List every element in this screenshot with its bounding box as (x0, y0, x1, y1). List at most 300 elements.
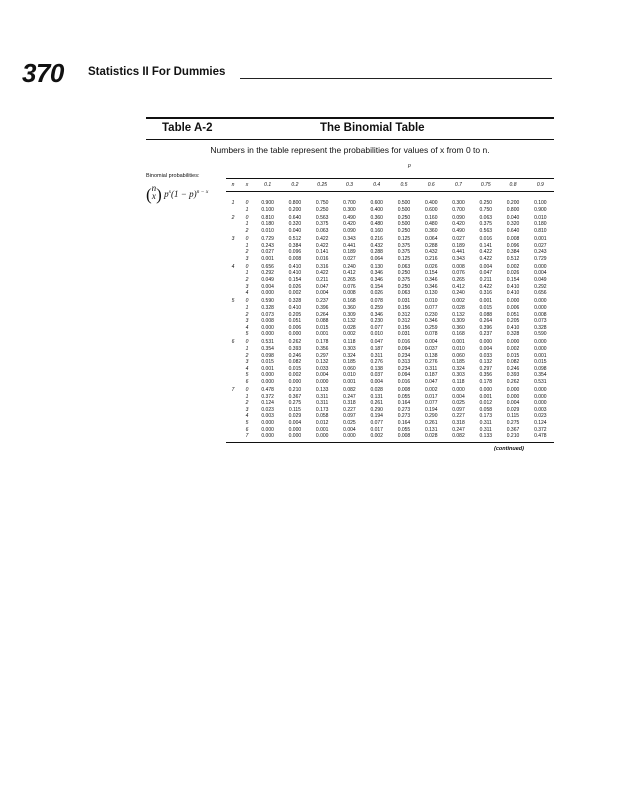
probability-cell: 0.164 (397, 420, 411, 426)
probability-cell: 0.015 (506, 352, 520, 359)
n-cell (226, 207, 240, 214)
probability-cell: 0.001 (343, 378, 356, 385)
column-header-x: x (240, 179, 254, 192)
probability-cell: 0.004 (315, 290, 329, 297)
probability-cell: 0.264 (479, 318, 493, 325)
probability-cell: 0.180 (261, 221, 274, 228)
probability-cell: 0.200 (506, 200, 520, 206)
table-title: The Binomial Table (320, 122, 425, 134)
probability-cell: 0.000 (506, 387, 520, 394)
x-cell: 0 (245, 263, 249, 270)
table-row (226, 433, 554, 440)
probability-cell: 0.000 (288, 433, 302, 440)
probability-cell: 0.316 (315, 263, 329, 270)
probability-cell: 0.500 (397, 206, 411, 213)
n-cell (226, 249, 240, 256)
probability-cell: 0.010 (343, 372, 356, 379)
n-cell (226, 433, 240, 440)
probability-cell: 0.320 (288, 221, 302, 228)
probability-cell: 0.420 (452, 221, 465, 228)
probability-cell: 0.004 (424, 339, 438, 346)
probability-cell: 0.422 (315, 270, 329, 277)
probability-cell: 0.015 (261, 359, 274, 366)
table-row (226, 427, 554, 434)
probability-cell: 0.275 (506, 420, 520, 426)
probability-cell: 0.100 (534, 200, 547, 206)
probability-cell: 0.033 (315, 365, 329, 372)
table-row (226, 400, 554, 407)
probability-cell: 0.082 (506, 359, 520, 366)
probability-cell: 0.000 (506, 298, 520, 305)
table-label: Table A-2 (162, 122, 213, 134)
probability-cell: 0.051 (506, 311, 520, 318)
n-cell: 1 (231, 200, 235, 206)
n-cell: 5 (231, 298, 235, 305)
probability-cell: 0.000 (534, 393, 547, 400)
probability-cell: 0.393 (506, 372, 520, 379)
n-cell (226, 413, 240, 420)
probability-cell: 0.138 (424, 352, 438, 359)
probability-cell: 0.004 (479, 345, 493, 352)
probability-cell: 0.124 (261, 400, 274, 407)
probability-cell: 0.078 (370, 298, 383, 305)
probability-cell: 0.141 (315, 249, 329, 256)
probability-cell: 0.033 (479, 352, 493, 359)
probability-cell: 0.216 (370, 235, 383, 242)
probability-cell: 0.216 (424, 255, 438, 262)
probability-cell: 0.750 (315, 200, 329, 206)
probability-cell: 0.189 (343, 249, 356, 256)
probability-cell: 0.133 (315, 387, 329, 394)
probability-cell: 0.290 (424, 413, 438, 420)
probability-cell: 0.422 (315, 235, 329, 242)
probability-cell: 0.130 (424, 290, 438, 297)
x-cell: 4 (245, 290, 249, 297)
probability-cell: 0.001 (261, 365, 274, 372)
table-row (226, 379, 554, 386)
column-header-p: 0.3 (336, 179, 363, 192)
probability-cell: 0.027 (534, 242, 547, 249)
probability-cell: 0.189 (452, 242, 465, 249)
probability-cell: 0.037 (424, 345, 438, 352)
n-cell (226, 331, 240, 338)
n-cell: 6 (231, 339, 235, 346)
table-title-bar (146, 117, 554, 140)
probability-cell: 0.004 (261, 283, 274, 290)
probability-cell: 0.187 (370, 345, 383, 352)
probability-cell: 0.026 (288, 283, 302, 290)
probability-cell: 0.002 (506, 263, 520, 270)
probability-cell: 0.512 (506, 255, 520, 262)
n-cell (226, 359, 240, 366)
probability-cell: 0.250 (397, 227, 411, 234)
n-cell (226, 243, 240, 250)
probability-cell: 0.396 (315, 304, 329, 311)
x-cell: 0 (245, 200, 249, 206)
probability-cell: 0.375 (315, 221, 329, 228)
probability-cell: 0.000 (534, 400, 547, 407)
probability-cell: 0.027 (452, 235, 465, 242)
n-cell (226, 400, 240, 407)
x-cell: 6 (245, 378, 249, 385)
table-header-row (226, 179, 554, 192)
probability-cell: 0.055 (397, 426, 411, 433)
probability-cell: 0.275 (288, 400, 302, 407)
table-row (226, 256, 554, 263)
x-cell: 3 (245, 406, 249, 413)
probability-cell: 0.004 (315, 372, 329, 379)
probability-cell: 0.490 (452, 227, 465, 234)
probability-cell: 0.003 (534, 406, 547, 413)
n-cell (226, 228, 240, 235)
probability-cell: 0.047 (479, 270, 493, 277)
n-cell: 3 (231, 235, 235, 242)
probability-cell: 0.077 (370, 420, 383, 426)
probability-cell: 0.288 (424, 242, 438, 249)
probability-cell: 0.010 (261, 227, 274, 234)
probability-cell: 0.531 (534, 378, 547, 385)
probability-cell: 0.328 (534, 324, 547, 331)
probability-cell: 0.094 (397, 345, 411, 352)
n-cell (226, 305, 240, 312)
probability-cell: 0.234 (397, 365, 411, 372)
probability-cell: 0.008 (397, 433, 411, 440)
probability-cell: 0.004 (288, 420, 302, 426)
probability-cell: 0.178 (479, 378, 493, 385)
probability-cell: 0.312 (397, 311, 411, 318)
n-cell (226, 407, 240, 414)
probability-cell: 0.200 (288, 206, 302, 213)
probability-cell: 0.590 (534, 331, 547, 338)
probability-cell: 0.243 (534, 249, 547, 256)
probability-cell: 0.097 (452, 406, 465, 413)
probability-cell: 0.240 (452, 290, 465, 297)
probability-cell: 0.002 (288, 372, 302, 379)
probability-cell: 0.354 (534, 372, 547, 379)
probability-cell: 0.311 (479, 420, 492, 426)
x-cell: 0 (245, 339, 249, 346)
probability-cell: 0.432 (424, 249, 438, 256)
probability-cell: 0.077 (424, 400, 438, 407)
probability-cell: 0.016 (397, 378, 411, 385)
probability-cell: 0.130 (370, 263, 383, 270)
probability-cell: 0.173 (315, 406, 329, 413)
probability-cell: 0.008 (452, 263, 465, 270)
probability-cell: 0.025 (452, 400, 465, 407)
probability-cell: 0.384 (506, 249, 520, 256)
probability-cell: 0.194 (370, 413, 383, 420)
probability-cell: 0.047 (315, 283, 329, 290)
probability-cell: 0.010 (452, 345, 465, 352)
probability-cell: 0.160 (370, 227, 383, 234)
probability-cell: 0.154 (424, 270, 438, 277)
probability-cell: 0.098 (534, 365, 547, 372)
probability-cell: 0.311 (316, 400, 329, 407)
probability-cell: 0.125 (397, 255, 411, 262)
probability-cell: 0.063 (397, 263, 411, 270)
probability-cell: 0.303 (343, 345, 356, 352)
probability-cell: 0.125 (397, 235, 411, 242)
probability-cell: 0.324 (452, 365, 465, 372)
n-cell (226, 325, 240, 332)
probability-cell: 0.205 (506, 318, 520, 325)
probability-cell: 0.490 (343, 214, 356, 221)
probability-cell: 0.237 (479, 331, 493, 338)
n-cell (226, 372, 240, 379)
x-cell: 5 (245, 331, 249, 338)
probability-cell: 0.600 (370, 200, 383, 206)
table-row (226, 228, 554, 235)
probability-cell: 0.000 (506, 393, 520, 400)
probability-cell: 0.131 (370, 393, 383, 400)
probability-cell: 0.230 (370, 318, 383, 325)
probability-cell: 0.311 (479, 426, 492, 433)
probability-cell: 0.004 (343, 426, 356, 433)
probability-cell: 0.000 (288, 426, 302, 433)
probability-cell: 0.328 (288, 298, 302, 305)
table-row (226, 372, 554, 379)
x-cell: 1 (245, 242, 249, 249)
probability-cell: 0.360 (424, 227, 438, 234)
n-cell (226, 318, 240, 325)
x-cell: 3 (245, 359, 249, 366)
table-row (226, 386, 554, 394)
probability-cell: 0.132 (479, 359, 493, 366)
probability-cell: 0.028 (370, 387, 383, 394)
probability-cell: 0.029 (288, 413, 302, 420)
table-row (226, 192, 554, 207)
probability-cell: 0.410 (506, 283, 520, 290)
x-cell: 0 (245, 235, 249, 242)
probability-cell: 0.384 (288, 242, 302, 249)
x-cell: 3 (245, 255, 249, 262)
probability-cell: 0.273 (397, 413, 411, 420)
probability-cell: 0.156 (397, 304, 411, 311)
table-row (226, 325, 554, 332)
x-cell: 1 (245, 393, 249, 400)
probability-cell: 0.640 (288, 214, 302, 221)
n-cell (226, 346, 240, 353)
x-cell: 2 (245, 352, 249, 359)
probability-cell: 0.000 (288, 331, 302, 338)
x-cell: 1 (245, 221, 249, 228)
probability-cell: 0.094 (397, 372, 411, 379)
probability-cell: 0.324 (343, 352, 356, 359)
probability-cell: 0.073 (261, 311, 274, 318)
probability-cell: 0.261 (370, 400, 383, 407)
x-cell: 1 (245, 206, 249, 213)
probability-cell: 0.312 (397, 318, 411, 325)
probability-cell: 0.346 (370, 277, 383, 284)
probability-cell: 0.026 (424, 263, 438, 270)
probability-cell: 0.028 (343, 324, 356, 331)
probability-cell: 0.037 (370, 372, 383, 379)
probability-cell: 0.031 (397, 331, 411, 338)
x-cell: 2 (245, 400, 249, 407)
probability-cell: 0.563 (479, 227, 493, 234)
probability-cell: 0.000 (261, 290, 274, 297)
probability-cell: 0.063 (479, 214, 493, 221)
probability-cell: 0.250 (397, 283, 411, 290)
table-row (226, 297, 554, 305)
probability-cell: 0.180 (534, 221, 547, 228)
probability-cell: 0.810 (261, 214, 274, 221)
x-cell: 6 (245, 426, 249, 433)
probability-cell: 0.040 (506, 214, 520, 221)
probability-cell: 0.077 (424, 304, 438, 311)
probability-cell: 0.000 (534, 298, 547, 305)
probability-cell: 0.028 (452, 304, 465, 311)
probability-cell: 0.729 (261, 235, 274, 242)
table-row (226, 338, 554, 346)
probability-cell: 0.346 (424, 277, 438, 284)
probability-cell: 0.412 (343, 270, 356, 277)
probability-cell: 0.055 (397, 393, 411, 400)
n-cell (226, 277, 240, 284)
probability-cell: 0.047 (370, 339, 383, 346)
probability-cell: 0.600 (424, 206, 438, 213)
x-cell: 1 (245, 270, 249, 277)
column-header-p: 0.7 (445, 179, 472, 192)
probability-cell: 0.297 (479, 365, 493, 372)
probability-cell: 0.173 (479, 413, 493, 420)
probability-cell: 0.422 (479, 283, 493, 290)
probability-cell: 0.008 (261, 318, 274, 325)
probability-cell: 0.016 (397, 339, 411, 346)
page-header (22, 58, 552, 88)
probability-cell: 0.096 (288, 249, 302, 256)
x-cell: 4 (245, 365, 249, 372)
probability-cell: 0.900 (261, 200, 274, 206)
table-row (226, 420, 554, 427)
probability-cell: 0.178 (315, 339, 329, 346)
p-axis-label: p (408, 163, 411, 169)
column-header-p: 0.8 (499, 179, 526, 192)
n-cell (226, 221, 240, 228)
probability-cell: 0.154 (506, 277, 520, 284)
probability-cell: 0.001 (534, 352, 547, 359)
probability-cell: 0.276 (424, 359, 438, 366)
table-row (226, 407, 554, 414)
probability-cell: 0.250 (479, 200, 493, 206)
probability-cell: 0.360 (370, 214, 383, 221)
n-cell: 2 (231, 214, 235, 221)
probability-cell: 0.000 (534, 304, 547, 311)
probability-cell: 0.023 (534, 413, 547, 420)
probability-cell: 0.002 (506, 345, 520, 352)
probability-cell: 0.243 (261, 242, 274, 249)
probability-cell: 0.154 (288, 277, 302, 284)
probability-cell: 0.247 (452, 426, 465, 433)
probability-cell: 0.001 (315, 331, 329, 338)
probability-cell: 0.003 (261, 413, 274, 420)
column-header-n: n (226, 179, 240, 192)
probability-cell: 0.132 (343, 318, 356, 325)
probability-cell: 0.015 (534, 359, 547, 366)
probability-cell: 0.010 (424, 298, 438, 305)
table-row (226, 243, 554, 250)
probability-cell: 0.250 (397, 214, 411, 221)
probability-cell: 0.185 (452, 359, 465, 366)
probability-cell: 0.132 (452, 311, 465, 318)
probability-cell: 0.090 (452, 214, 465, 221)
table-row (226, 413, 554, 420)
probability-cell: 0.063 (315, 227, 329, 234)
x-cell: 3 (245, 318, 249, 325)
x-cell: 4 (245, 324, 249, 331)
probability-cell: 0.246 (288, 352, 302, 359)
probability-cell: 0.004 (534, 270, 547, 277)
probability-cell: 0.393 (288, 345, 302, 352)
x-cell: 2 (245, 227, 249, 234)
probability-cell: 0.640 (506, 227, 520, 234)
probability-cell: 0.265 (452, 277, 465, 284)
probability-cell: 0.088 (479, 311, 493, 318)
column-header-p: 0.25 (309, 179, 336, 192)
table-row (226, 249, 554, 256)
probability-cell: 0.900 (534, 206, 547, 213)
probability-cell: 0.432 (370, 242, 383, 249)
x-cell: 5 (245, 372, 249, 379)
probability-cell: 0.008 (397, 387, 411, 394)
probability-cell: 0.164 (397, 400, 411, 407)
probability-cell: 0.500 (397, 200, 411, 206)
probability-cell: 0.002 (452, 298, 465, 305)
probability-cell: 0.082 (452, 433, 465, 440)
probability-cell: 0.500 (397, 221, 411, 228)
n-cell (226, 270, 240, 277)
probability-cell: 0.194 (424, 406, 438, 413)
table-caption: Numbers in the table represent the probabilities for values of x from 0 to n. (210, 145, 490, 155)
probability-cell: 0.480 (424, 221, 438, 228)
probability-cell: 0.512 (288, 235, 302, 242)
probability-cell: 0.008 (534, 311, 547, 318)
probability-cell: 0.292 (534, 283, 547, 290)
probability-cell: 0.028 (424, 433, 438, 440)
table-row (226, 270, 554, 277)
formula-label: Binomial probabilities: (146, 173, 200, 179)
probability-cell: 0.131 (424, 426, 438, 433)
probability-cell: 0.237 (315, 298, 329, 305)
probability-cell: 0.077 (370, 324, 383, 331)
n-cell (226, 256, 240, 263)
column-header-p: 0.1 (254, 179, 281, 192)
probability-cell: 0.375 (397, 277, 411, 284)
probability-cell: 0.300 (452, 200, 465, 206)
table-row (226, 331, 554, 338)
x-cell: 2 (245, 277, 249, 284)
probability-cell: 0.115 (506, 413, 520, 420)
probability-cell: 0.098 (261, 352, 274, 359)
probability-cell: 0.090 (343, 227, 356, 234)
probability-cell: 0.002 (288, 290, 302, 297)
probability-cell: 0.004 (479, 263, 493, 270)
table-row (226, 290, 554, 297)
probability-cell: 0.262 (506, 378, 520, 385)
probability-cell: 0.000 (261, 324, 274, 331)
n-cell: 4 (231, 263, 235, 270)
probability-cell: 0.360 (452, 324, 465, 331)
probability-cell: 0.004 (506, 400, 520, 407)
probability-cell: 0.000 (452, 387, 465, 394)
probability-cell: 0.187 (424, 372, 438, 379)
probability-cell: 0.210 (506, 433, 520, 440)
probability-cell: 0.004 (452, 393, 465, 400)
probability-cell: 0.230 (424, 311, 438, 318)
probability-cell: 0.478 (534, 433, 547, 440)
column-header-p: 0.4 (363, 179, 390, 192)
probability-cell: 0.031 (397, 298, 411, 305)
